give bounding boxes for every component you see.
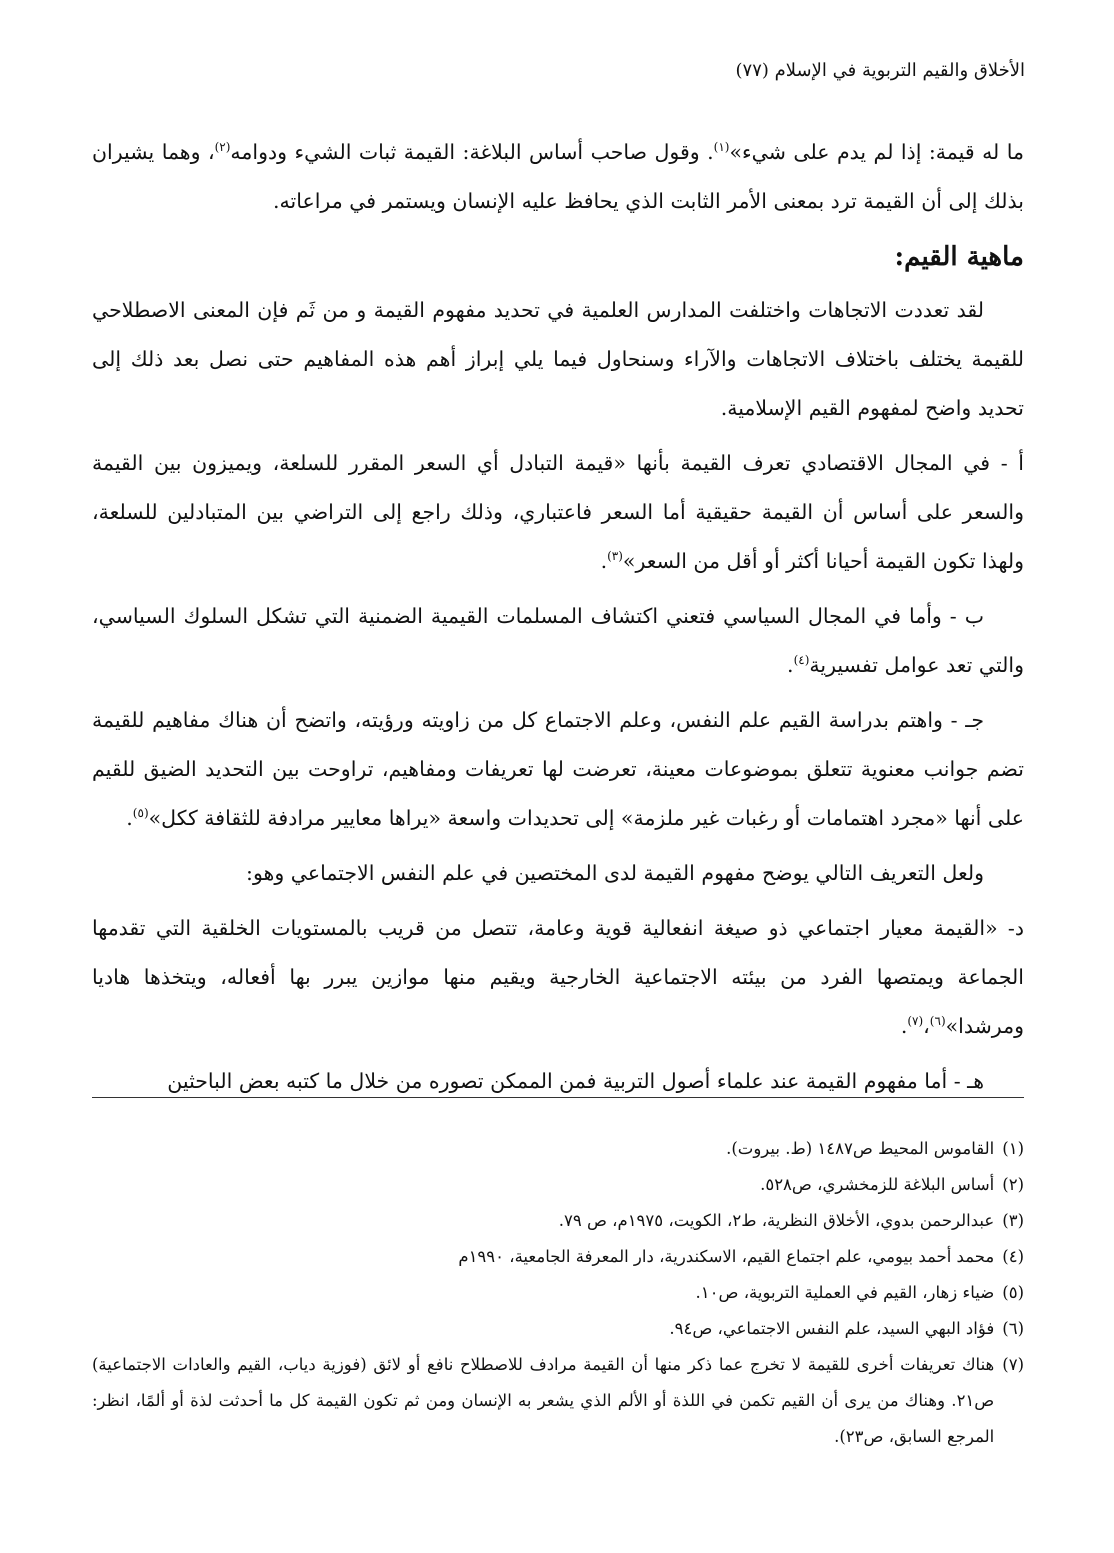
footnote-ref-5: (٥) (132, 806, 149, 821)
paragraph-1 (92, 128, 1024, 226)
footnote-item (92, 1239, 1024, 1275)
p1-text-a: ما له قيمة: إذا لم يدم على شيء» (729, 140, 1024, 164)
paragraph-4 (92, 592, 1024, 690)
footnote-item (92, 1167, 1024, 1203)
p7-separator: ، (923, 1014, 930, 1038)
paragraph-3 (92, 439, 1024, 586)
footnote-ref-1: (١) (713, 140, 730, 155)
footnote-ref-2: (٢) (214, 140, 231, 155)
paragraph-6: ولعل التعريف التالي يوضح مفهوم القيمة لدى المختصين في علم النفس الاجتماعي وهو: (246, 861, 984, 885)
p7-end: . (900, 1014, 908, 1038)
footnote-text: ضياء زهار، القيم في العملية التربوية، ص١٠. (695, 1283, 995, 1302)
footnote-number: (٥) (1002, 1283, 1024, 1302)
footnote-item (92, 1131, 1024, 1167)
footnote-number: (٣) (1002, 1211, 1024, 1230)
footnote-ref-3: (٣) (607, 549, 623, 564)
footnote-ref-4: (٤) (793, 653, 810, 668)
footnote-text: أساس البلاغة للزمخشري، ص٥٢٨. (760, 1175, 995, 1194)
footnote-number: (١) (1002, 1139, 1024, 1158)
footnote-number: (٤) (1002, 1247, 1024, 1266)
p5-text: جـ - واهتم بدراسة القيم علم النفس، وعلم الاجتماع كل من زاويته ورؤيته، واتضح أن هناك مفاهيم للقيمة تضم جوانب معنوية تتعلق بموضوعات معينة، تعرضت لها تعريفات ومفاهيم، تراوحت بين التحديد الضيق للقيم على أنها «مجرد اهتمامات أو رغبات غير ملزمة» إلى تحديدات واسعة «يراها معايير مرادفة للثقافة ككل» (92, 708, 1024, 830)
footnotes (92, 1131, 1024, 1455)
footnote-ref-7: (٧) (907, 1014, 924, 1029)
footnote-item (92, 1275, 1024, 1311)
footnote-item (92, 1311, 1024, 1347)
header-title: الأخلاق والقيم التربوية في الإسلام (774, 60, 1025, 81)
main-text (92, 128, 1024, 1112)
p1-text-b: . وقول صاحب أساس البلاغة: القيمة ثبات الشيء ودوامه (230, 140, 714, 164)
paragraph-2: لقد تعددت الاتجاهات واختلفت المدارس العلمية في تحديد مفهوم القيمة و من ثَم فإن المعنى الاصطلاحي للقيمة يختلف باختلاف الاتجاهات والآراء وسنحاول فيما يلي إبراز أهم هذه المفاهيم حتى نصل بعد ذلك إلى تحديد واضح لمفهوم القيم الإسلامية. (92, 298, 1024, 420)
p4-text: ب - وأما في المجال السياسي فتعني اكتشاف المسلمات القيمية الضمنية التي تشكل السلوك السياسي، والتي تعد عوامل تفسيرية (92, 604, 1024, 677)
footnote-text: هناك تعريفات أخرى للقيمة لا تخرج عما ذكر منها أن القيمة مرادف للاصطلاح نافع أو لائق (فوزية دياب، القيم والعادات الاجتماعية) ص٢١. وهناك من يرى أن القيم تكمن في اللذة أو الألم الذي يشعر به الإنسان ومن ثم تكون القيمة كل ما أحدثت لذة أو ألمًا، انظر: المرجع السابق، ص٢٣). (92, 1355, 995, 1446)
p5-end: . (126, 806, 133, 830)
running-header (90, 60, 1025, 81)
p4-end: . (787, 653, 794, 677)
paragraph-7 (92, 904, 1024, 1051)
footnote-text: عبدالرحمن بدوي، الأخلاق النظرية، ط٢، الكويت، ١٩٧٥م، ص ٧٩. (558, 1211, 995, 1230)
footnote-number: (٧) (1002, 1355, 1024, 1374)
footnote-item (92, 1347, 1024, 1455)
footnote-text: القاموس المحيط ص١٤٨٧ (ط. بيروت). (726, 1139, 995, 1158)
footnote-item (92, 1203, 1024, 1239)
p3-text: أ - في المجال الاقتصادي تعرف القيمة بأنها «قيمة التبادل أي السعر المقرر للسلعة، ويميزون بين القيمة والسعر على أساس أن القيمة حقيقية أما السعر فاعتباري، وذلك راجع إلى التراضي بين المتبادلين للسلعة، ولهذا تكون القيمة أحيانا أكثر أو أقل من السعر» (92, 451, 1024, 573)
section-heading: ماهية القيم: (894, 242, 1024, 272)
p7-text: د- «القيمة معيار اجتماعي ذو صيغة انفعالية قوية وعامة، تتصل من قريب بالمستويات الخلقية التي تقدمها الجماعة ويمتصها الفرد من بيئته الاجتماعية الخارجية ويقيم منها موازين يبرر بها أفعاله، ويتخذها هاديا ومرشدا» (92, 916, 1024, 1038)
header-page-number: (٧٧) (735, 60, 769, 81)
paragraph-8: هـ - أما مفهوم القيمة عند علماء أصول التربية فمن الممكن تصوره من خلال ما كتبه بعض الباحثين (167, 1069, 984, 1093)
footnote-number: (٦) (1002, 1319, 1024, 1338)
footnote-text: فؤاد البهي السيد، علم النفس الاجتماعي، ص٩٤. (669, 1319, 995, 1338)
paragraph-5 (92, 696, 1024, 843)
footnote-ref-6: (٦) (929, 1014, 946, 1029)
p3-end: . (600, 549, 608, 573)
p1-text-c: ، وهما يشيران بذلك إلى أن القيمة ترد بمعنى الأمر الثابت الذي يحافظ عليه الإنسان ويستمر في مراعاته. (92, 140, 1024, 213)
footnote-text: محمد أحمد بيومي، علم اجتماع القيم، الاسكندرية، دار المعرفة الجامعية، ١٩٩٠م (458, 1247, 995, 1266)
footnote-number: (٢) (1002, 1175, 1024, 1194)
footnote-divider (92, 1097, 1024, 1098)
